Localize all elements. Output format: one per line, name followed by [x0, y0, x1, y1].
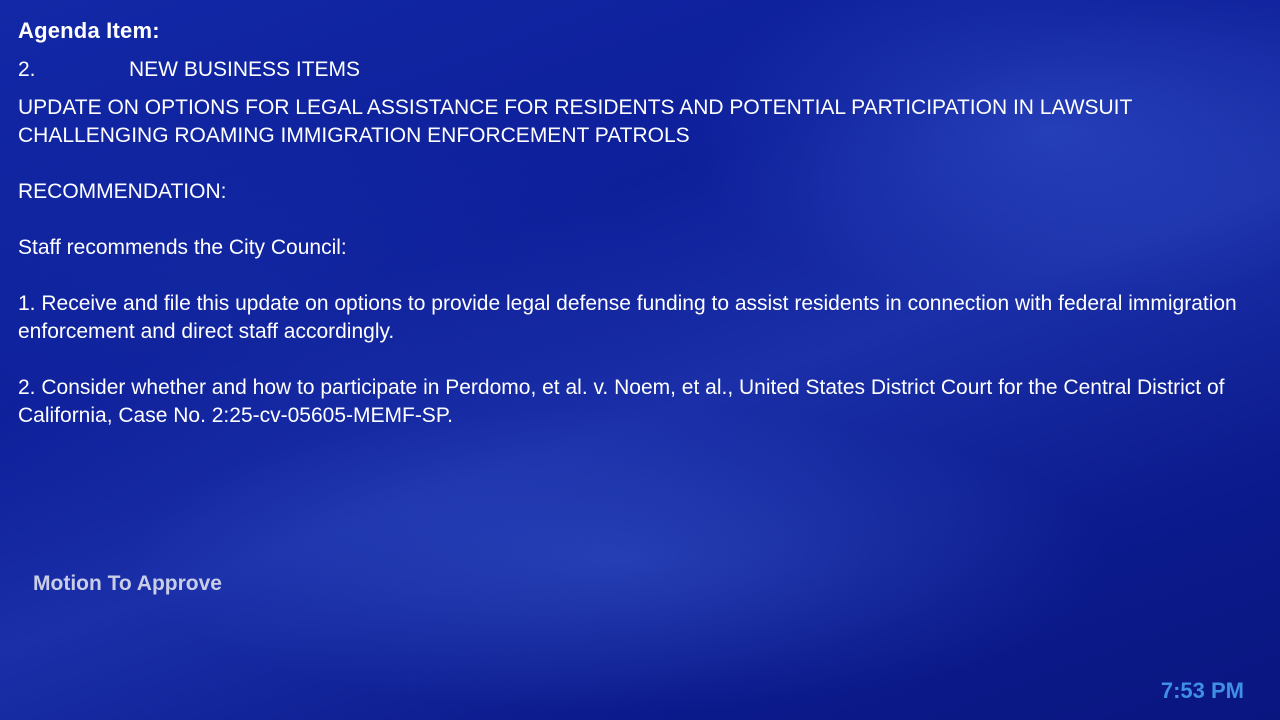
recommendation-1: 1. Receive and file this update on options to provide legal defense funding to assist residents in connection with federal immigration enforcement and direct staff accordingly.: [18, 292, 1237, 343]
recommendation-2: 2. Consider whether and how to participate in Perdomo, et al. v. Noem, et al., United States District Court for the Central District of California, Case No. 2:25-cv-05605-MEMF-SP.: [18, 376, 1225, 427]
agenda-item-title: UPDATE ON OPTIONS FOR LEGAL ASSISTANCE FOR RESIDENTS AND POTENTIAL PARTICIPATION IN LAWSUIT CHALLENGING ROAMING IMMIGRATION ENFORCEMENT PATROLS: [18, 96, 1132, 147]
clock-time: 7:53 PM: [1160, 678, 1244, 703]
agenda-item-body: [18, 94, 1268, 458]
motion-label: Motion To Approve: [33, 572, 222, 595]
recommendation-heading: RECOMMENDATION:: [18, 180, 227, 203]
recommendation-intro: Staff recommends the City Council:: [18, 236, 347, 259]
agenda-item-category: NEW BUSINESS ITEMS: [129, 58, 361, 81]
agenda-item-label: Agenda Item:: [18, 18, 160, 43]
agenda-item-number: 2.: [18, 58, 36, 81]
agenda-item-header: [18, 58, 360, 82]
